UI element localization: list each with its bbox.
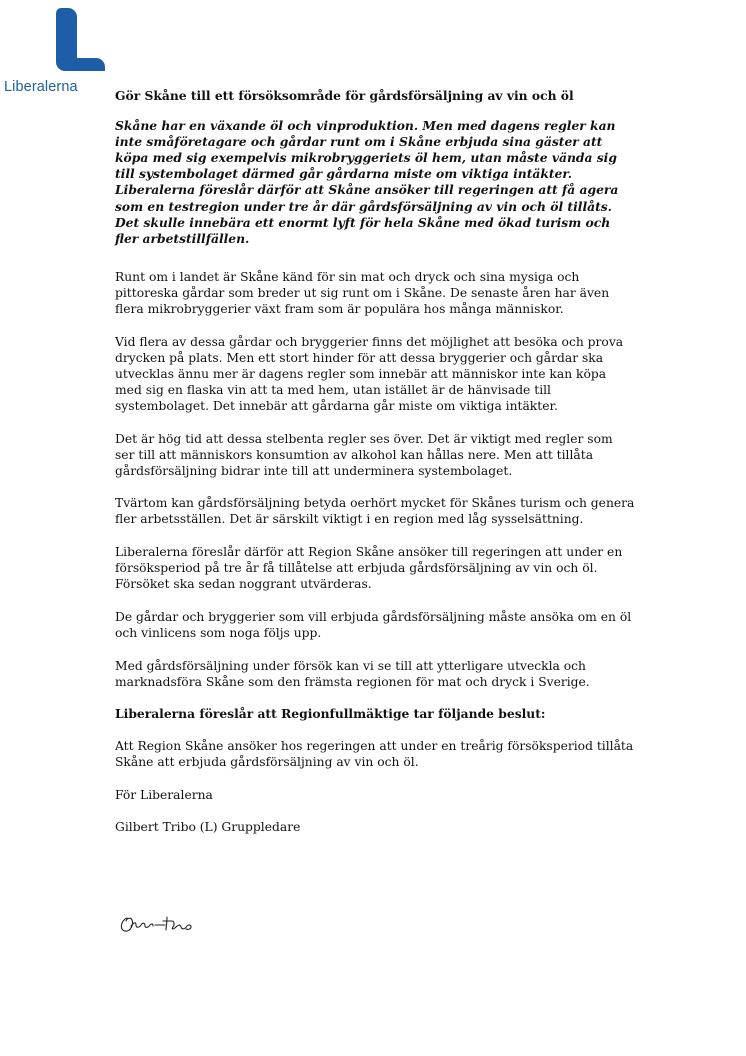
- body-paragraph: Tvärtom kan gårdsförsäljning betyda oerhört mycket för Skånes turism och genera fler arbetsställen. Det är särskilt viktigt i en region med låg sysselsättning.: [115, 496, 635, 527]
- logo-wordmark: Liberalerna: [4, 79, 78, 95]
- body-paragraph: Runt om i landet är Skåne känd för sin mat och dryck och sina mysiga och pittoreska gårdar som breder ut sig runt om i Skåne. De senaste åren har även flera mikrobryggerier växt fram som är populära hos många människor.: [115, 269, 610, 317]
- closing-line: För Liberalerna: [115, 788, 213, 802]
- handwritten-signature: [115, 910, 205, 938]
- signatory-line: Gilbert Tribo (L) Gruppledare: [115, 820, 301, 835]
- document-title: Gör Skåne till ett försöksområde för gårdsförsäljning av vin och öl: [115, 88, 574, 103]
- body-paragraph: Med gårdsförsäljning under försök kan vi se till att ytterligare utveckla och marknadsföra Skåne som den främsta regionen för mat och dryck i Sverige.: [115, 658, 590, 689]
- liberalerna-l-mark-icon: [4, 8, 108, 80]
- liberalerna-logo: [4, 8, 108, 98]
- proposal-text: Att Region Skåne ansöker hos regeringen att under en treårig försöksperiod tillåta Skåne att erbjuda gårdsförsäljning av vin och öl.: [115, 739, 634, 770]
- body-paragraph: Vid flera av dessa gårdar och bryggerier finns det möjlighet att besöka och prova drycken på plats. Men ett stort hinder för att dessa bryggerier och gårdar ska utvecklas ännu mer är dagens regler som innebär att människor inte kan köpa med sig en flaska vin att ta med hem, utan istället är de hänvisade till systembolaget. Det innebär att gårdarna går miste om viktiga intäkter.: [115, 334, 624, 413]
- body-paragraph: Det är hög tid att dessa stelbenta regler ses över. Det är viktigt med regler som ser till att människors konsumtion av alkohol kan hållas nere. Men att tillåta gårdsförsäljning bidrar inte till att underminera systembolaget.: [115, 431, 613, 478]
- proposal-heading: Liberalerna föreslår att Regionfullmäktige tar följande beslut:: [115, 706, 546, 722]
- body-paragraph: Liberalerna föreslår därför att Region Skåne ansöker till regeringen att under en försöksperiod på tre år få tillåtelse att erbjuda gårdsförsäljning av vin och öl. Försöket ska sedan noggrant utvärderas.: [115, 545, 623, 592]
- lead-paragraph: Skåne har en växande öl och vinproduktion. Men med dagens regler kan inte småföretagare och gårdar runt om i Skåne erbjuda sina gäster att köpa med sig exempelvis mikrobryggeriets öl hem, utan måste vända sig till systembolaget därmed går gårdarna miste om viktiga intäkter. Liberalerna föreslår därför att Skåne ansöker till regeringen att få agera som en testregion under tre år där gårdsförsäljning av vin och öl tillåts. Det skulle innebära ett enormt lyft för hela Skåne med ökad turism och fler arbetstillfällen.: [115, 118, 619, 246]
- document-body: [115, 88, 635, 851]
- body-paragraph: De gårdar och bryggerier som vill erbjuda gårdsförsäljning måste ansöka om en öl och vinlicens som noga följs upp.: [115, 609, 632, 640]
